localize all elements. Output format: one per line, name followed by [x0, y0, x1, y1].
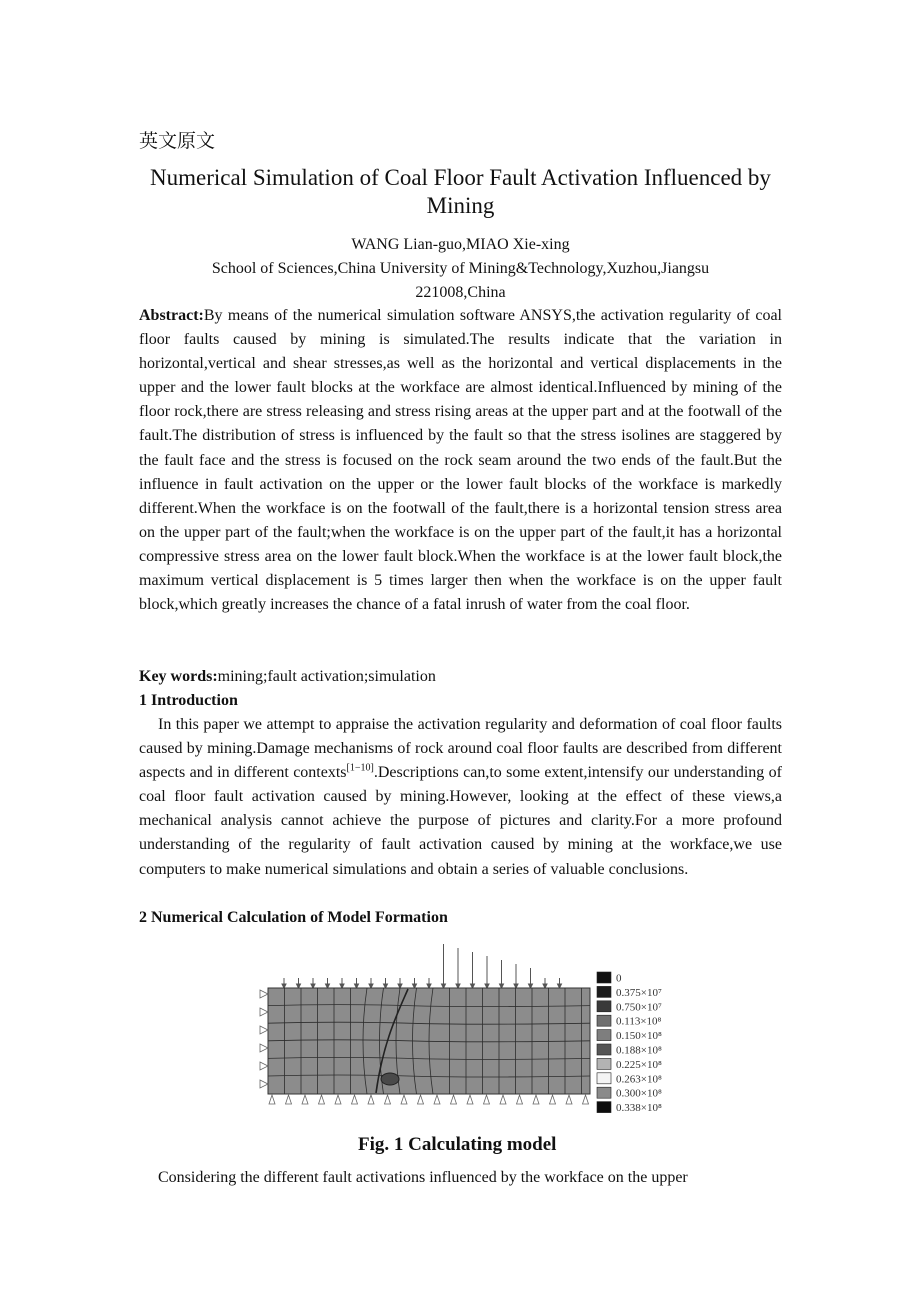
- legend-label: 0.113×10⁸: [616, 1015, 662, 1028]
- affiliation-line-1: School of Sciences,China University of Mining&Technology,Xuzhou,Jiangsu: [211, 260, 710, 277]
- title-line-1: Numerical Simulation of Coal Floor Fault Activation Influenced by: [150, 165, 771, 190]
- intro-text-2: .Descriptions can,to some extent,intensify our understanding of coal floor fault activation caused by mining.However, looking at the effect of these views,a mechanical analysis cannot achieve the purpose of pictures and clarity.For a more profound understanding of the regularity of fault activation caused by mining at the workface,we use computers to make numerical simulations and obtain a series of valuable conclusions.: [139, 764, 782, 878]
- keywords-text: mining;fault activation;simulation: [217, 668, 436, 685]
- author-block: [139, 233, 782, 305]
- legend-swatch: [597, 1044, 611, 1055]
- citation: [1−10]: [346, 762, 374, 774]
- stress-legend: [597, 972, 662, 1114]
- legend-swatch: [597, 1030, 611, 1041]
- abstract-text: By means of the numerical simulation software ANSYS,the activation regularity of coal floor faults caused by mining is simulated.The results indicate that the variation in horizontal,vertical and shear stresses,as well as the horizontal and vertical displacements in the upper and the lower fault blocks at the workface are almost identical.Influenced by mining of the floor rock,there are stress releasing and stress rising areas at the upper part and at the footwall of the fault.The distribution of stress is influenced by the fault so that the stress isolines are staggered by the fault face and the stress is focused on the rock seam around the two ends of the fault.But the influence in fault activation on the upper or the lower fault blocks of the workface is markedly different.When the workface is on the footwall of the fault,there is a horizontal tension stress area on the upper part of the fault;when the workface is on the upper part of the fault,it has a horizontal compressive stress area on the lower fault block.When the workface is at the lower fault block,the maximum vertical displacement is 5 times larger then when the workface is on the upper fault block,which greatly increases the chance of a fatal inrush of water from the coal floor.: [139, 307, 782, 614]
- intro-text-1: In this paper we attempt to appraise the activation regularity and deformation of coal floor faults caused by mining.Damage mechanisms of rock around coal floor faults are described from different aspects and in different contexts: [139, 716, 782, 782]
- title-line-2: Mining: [426, 193, 495, 218]
- chinese-heading: 英文原文: [139, 130, 216, 152]
- legend-swatch: [597, 1015, 611, 1026]
- introduction-paragraph: [139, 713, 782, 882]
- abstract-label: Abstract:: [139, 307, 204, 324]
- legend-swatch: [597, 1073, 611, 1084]
- legend-swatch: [597, 1001, 611, 1012]
- legend-swatch: [597, 986, 611, 997]
- legend-swatch: [597, 1058, 611, 1069]
- legend-label: 0.750×10⁷: [616, 1001, 662, 1014]
- legend-label: 0.150×10⁸: [616, 1030, 662, 1043]
- paper-title: [119, 164, 802, 220]
- keywords: [139, 665, 782, 689]
- legend-swatch: [597, 972, 611, 983]
- load-arrows: [282, 944, 562, 988]
- section-heading-introduction: 1 Introduction: [139, 692, 238, 709]
- calculating-model-figure: [258, 942, 688, 1117]
- authors: WANG Lian-guo,MIAO Xie-xing: [351, 236, 570, 253]
- section-heading-model: 2 Numerical Calculation of Model Formation: [139, 909, 448, 926]
- legend-label: 0.263×10⁸: [616, 1073, 662, 1086]
- legend-label: 0.375×10⁷: [616, 986, 662, 999]
- legend-label: 0: [616, 972, 622, 985]
- fe-mesh: [268, 988, 590, 1094]
- figure-caption: Fig. 1 Calculating model: [358, 1134, 557, 1155]
- body-paragraph: Considering the different fault activations influenced by the workface on the upper: [158, 1169, 688, 1186]
- legend-label: 0.188×10⁸: [616, 1044, 662, 1057]
- legend-swatch: [597, 1102, 611, 1113]
- keywords-label: Key words:: [139, 668, 218, 685]
- abstract: [139, 304, 782, 617]
- legend-label: 0.300×10⁸: [616, 1087, 662, 1100]
- legend-swatch: [597, 1087, 611, 1098]
- legend-label: 0.225×10⁸: [616, 1058, 662, 1071]
- legend-label: 0.338×10⁸: [616, 1102, 662, 1115]
- affiliation-line-2: 221008,China: [415, 284, 506, 301]
